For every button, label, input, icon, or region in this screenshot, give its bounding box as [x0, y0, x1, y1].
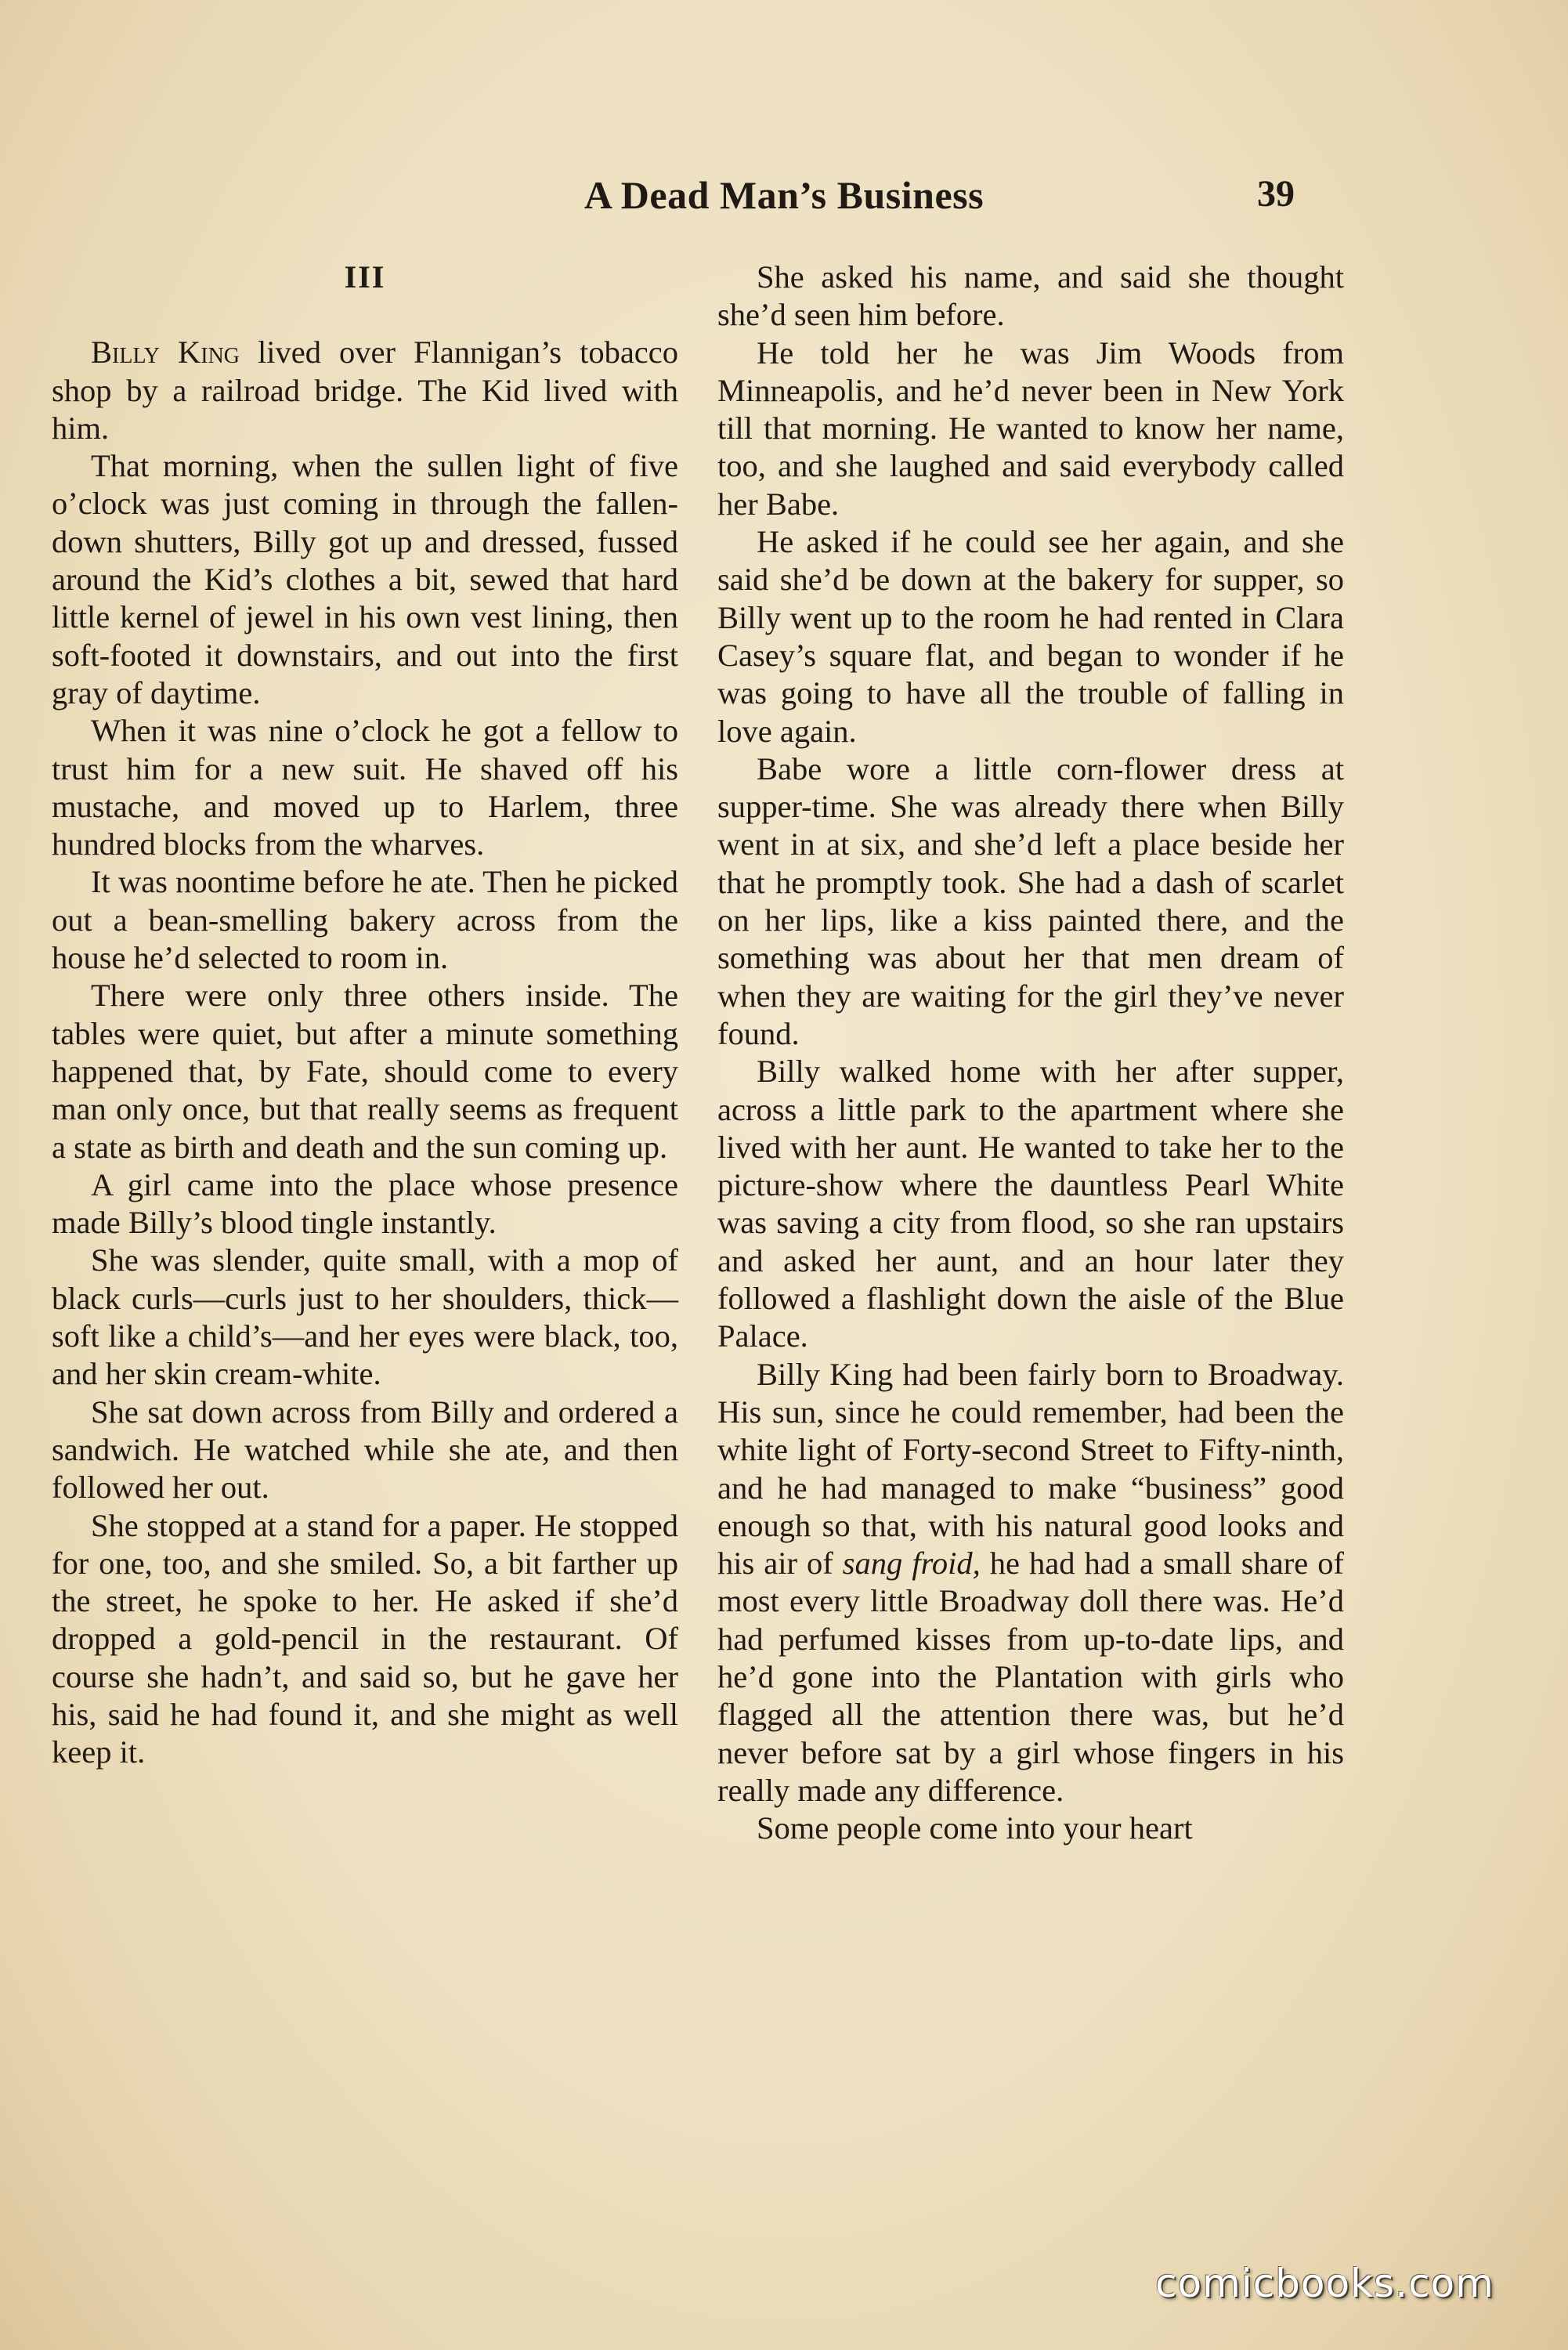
paragraph-text: lived over Flannigan’s tobacco shop by a railroad bridge. The Kid lived with him. [52, 334, 678, 446]
paragraph: She stopped at a stand for a paper. He stopped for one, too, and she smiled. So, a bit farther up the street, he spoke to her. He asked if she’d dropped a gold-pencil in the restaurant. Of course she hadn’t, and said so, but he gave her his, said he had found it, and she might as well keep it. [52, 1507, 678, 1770]
running-title: A Dead Man’s Business [583, 173, 985, 217]
paragraph: A girl came into the place whose presence made Billy’s blood tingle instantly. [52, 1166, 678, 1241]
left-column [52, 258, 678, 1772]
paragraph: Some people come into your heart [757, 1810, 1193, 1846]
paragraph: That morning, when the sullen light of five o’clock was just coming in through the fallen-down shutters, Billy got up and dressed, fussed around the Kid’s clothes a bit, sewed that hard little kernel of jewel in his own vest lining, then soft-footed it downstairs, and out into the first gray of daytime. [52, 448, 678, 710]
paragraph: She asked his name, and said she thought she’d seen him before. [717, 259, 1344, 333]
paragraph: He told her he was Jim Woods from Minneapolis, and he’d never been in New York till that morning. He wanted to know her name, too, and she laughed and said everybody called her Babe. [717, 334, 1344, 522]
paragraph [717, 1356, 1344, 1810]
paragraph: When it was nine o’clock he got a fellow to trust him for a new suit. He shaved off his mustache, and moved up to Harlem, three hundred blocks from the wharves. [52, 713, 678, 862]
paragraph: Babe wore a little corn-flower dress at supper-time. She was already there when Billy went in at six, and she’d left a place beside her that he promptly took. She had a dash of scarlet on her lips, like a kiss painted there, and the something was about her that men dream of when they are waiting for the girl they’ve never found. [717, 750, 1344, 1051]
paragraph-text: he had had a small share of most every little Broadway doll there was. He’d had perfumed kisses from up-to-date lips, and he’d gone into the Plantation with girls who flagged all the attention there was, but he’d never before sat by a girl whose fingers in his really made any difference. [717, 1546, 1344, 1808]
paragraph: Billy walked home with her after supper, across a little park to the apartment where she lived with her aunt. He wanted to take her to the picture-show where the dauntless Pearl White was saving a city from flood, so she ran upstairs and asked her aunt, and an hour later they followed a flashlight down the aisle of the Blue Palace. [717, 1054, 1344, 1354]
paragraph: There were only three others inside. The tables were quiet, but after a minute something happened that, by Fate, should come to every man only once, but that really seems as frequent a state as birth and death and the sun coming up. [52, 978, 678, 1165]
paragraph: He asked if he could see her again, and she said she’d be down at the bakery for supper, so Billy went up to the room he had rented in Clara Casey’s square flat, and began to wonder if he was going to have all the trouble of falling in love again. [717, 524, 1344, 749]
paragraph: She was slender, quite small, with a mop of black curls—curls just to her shoulders, thick—soft like a child’s—and her eyes were black, too, and her skin cream-white. [52, 1242, 678, 1392]
page-number: 39 [1257, 173, 1295, 215]
paragraph-text: Billy King had been fairly born to Broadway. His sun, since he could remember, had been the white light of Forty-second Street to Fifty-ninth, and he had managed to make “business” good enough so that, with his natural good looks and his air of [717, 1356, 1344, 1582]
paragraph: It was noontime before he ate. Then he picked out a bean-smelling bakery across from the house he’d selected to room in. [52, 864, 678, 976]
character-name-smallcaps: Billy King [91, 334, 240, 371]
italic-phrase: sang froid, [842, 1546, 981, 1582]
section-heading: III [344, 259, 386, 295]
watermark: comicbooks.com [1155, 2261, 1494, 2306]
paragraph: She sat down across from Billy and ordered a sandwich. He watched while she ate, and then followed her out. [52, 1394, 678, 1506]
right-column [717, 258, 1344, 1847]
paragraph [52, 334, 678, 447]
